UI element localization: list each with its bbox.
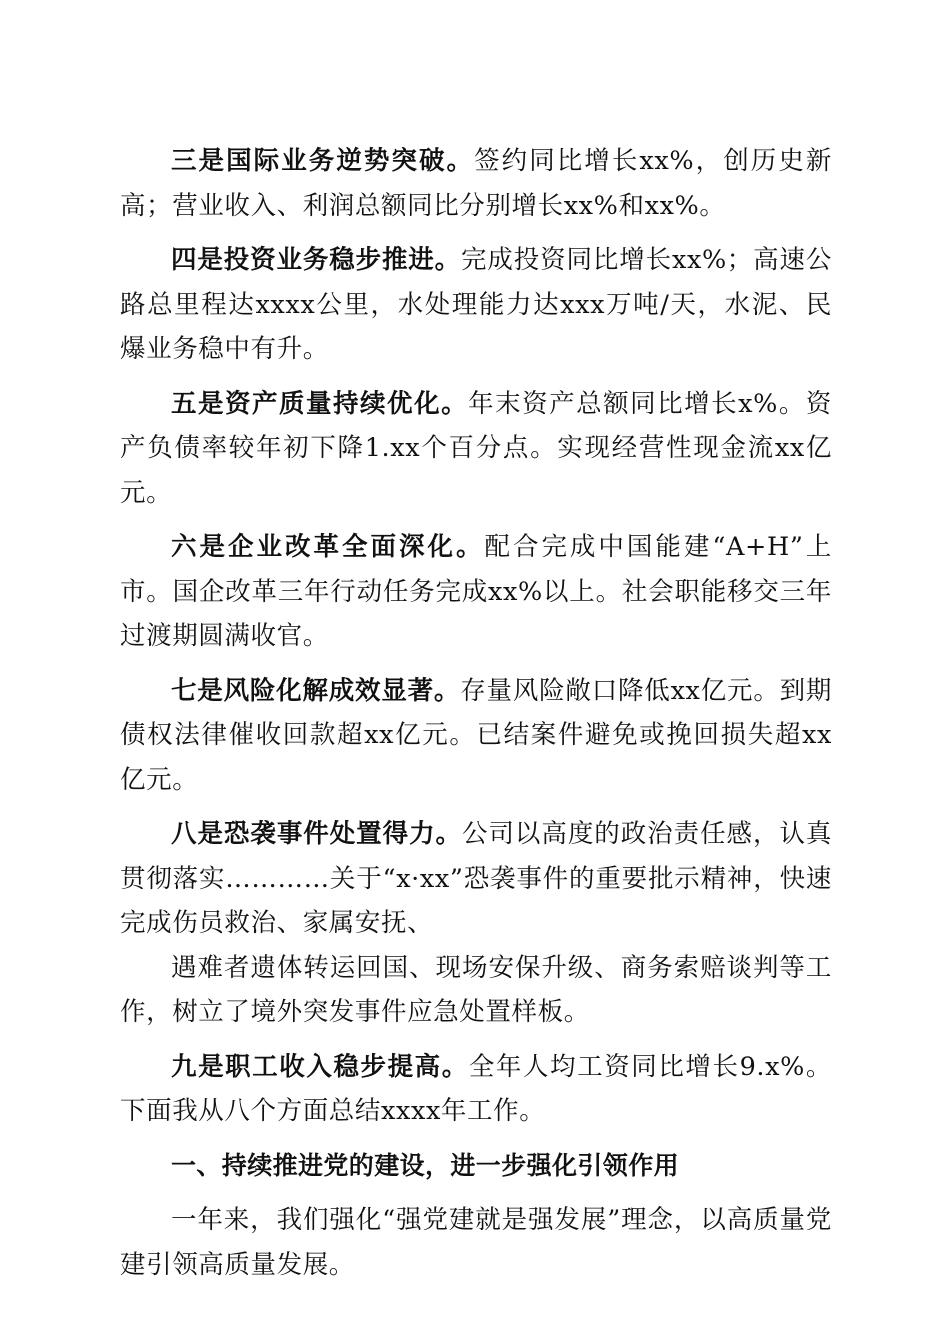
paragraph-lead: 六是企业改革全面深化。 <box>171 532 485 562</box>
paragraph-body: 配合完成中国能建“A+H”上市。国企改革三年行动任务完成xx%以上。社会职能移交三年过渡期圆满收官。 <box>120 532 832 651</box>
paragraph-body: 年末资产总额同比增长x%。资产负债率较年初下降1.xx个百分点。实现经营性现金流xx亿元。 <box>120 388 832 508</box>
paragraph-lead: 五是资产质量持续优化。 <box>171 388 469 419</box>
paragraph-incident-handling-continued <box>120 946 832 1035</box>
paragraph-employee-income <box>120 1045 832 1134</box>
paragraph-lead: 九是职工收入稳步提高。 <box>171 1051 469 1082</box>
paragraph-incident-handling <box>120 812 832 946</box>
paragraph-enterprise-reform <box>120 525 832 659</box>
paragraph-body: 公司以高度的政治责任感，认真贯彻落实…………关于“x·xx”恐袭事件的重要批示精神，快速完成伤员救治、家属安抚、 <box>120 819 832 938</box>
paragraph-risk-resolution <box>120 669 832 803</box>
paragraph-investment-business <box>120 238 832 372</box>
paragraph-body: 遇难者遗体转运回国、现场安保升级、商务索赔谈判等工作，树立了境外突发事件应急处置样板。 <box>120 952 832 1027</box>
paragraph-international-business <box>120 139 832 228</box>
paragraph-body: 存量风险敞口降低xx亿元。到期债权法律催收回款超xx亿元。已结案件避免或挽回损失超xx亿元。 <box>120 675 833 795</box>
paragraph-body: 完成投资同比增长xx%；高速公路总里程达xxxx公里，水处理能力达xxx万吨/天，水泥、民爆业务稳中有升。 <box>120 245 832 364</box>
paragraph-body: 签约同比增长xx%，创历史新高；营业收入、利润总额同比分别增长xx%和xx%。 <box>120 146 832 221</box>
paragraph-lead: 七是风险化解成效显著。 <box>171 675 461 706</box>
document-page <box>120 139 832 1297</box>
paragraph-lead: 四是投资业务稳步推进。 <box>171 245 462 275</box>
paragraph-asset-quality <box>120 382 832 516</box>
paragraph-lead: 八是恐袭事件处置得力。 <box>171 819 462 849</box>
paragraph-party-building: 一年来，我们强化“强党建就是强发展”理念，以高质量党建引领高质量发展。 <box>120 1205 832 1280</box>
paragraph-body: 全年人均工资同比增长9.x%。下面我从八个方面总结xxxx年工作。 <box>120 1051 832 1126</box>
section-heading: 一、持续推进党的建设，进一步强化引领作用 <box>171 1150 680 1180</box>
paragraph-lead: 三是国际业务逆势突破。 <box>171 146 475 176</box>
